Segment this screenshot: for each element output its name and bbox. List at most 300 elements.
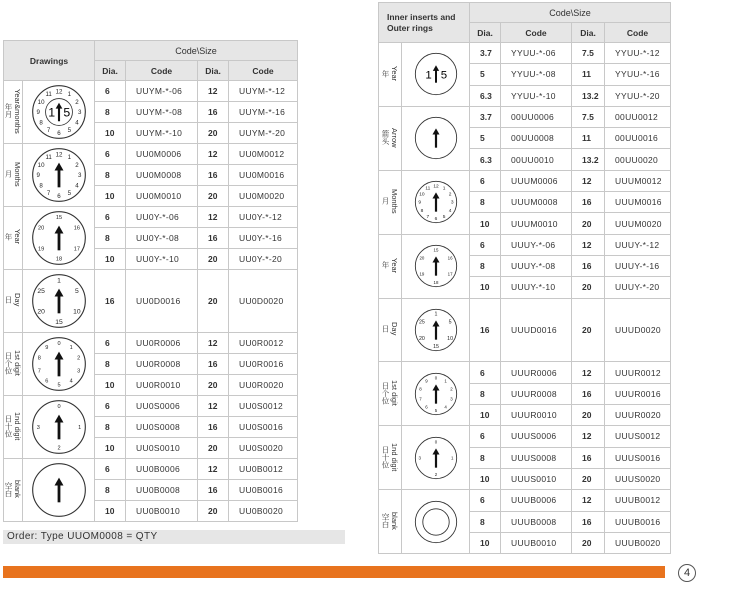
- code-cell: UUUM0008: [501, 192, 572, 213]
- dia-cell: 10: [470, 405, 501, 426]
- row-group-label: [379, 43, 402, 107]
- dia-cell: 16: [198, 228, 229, 249]
- svg-text:10: 10: [418, 192, 425, 198]
- table-row: [379, 170, 671, 191]
- code-cell: UUUR0016: [605, 383, 671, 404]
- svg-text:5: 5: [56, 382, 61, 389]
- group-label-text: 1nd digit 日十位: [4, 411, 22, 441]
- svg-text:5: 5: [434, 407, 437, 413]
- dia-cell: 6: [95, 396, 126, 417]
- svg-text:1: 1: [443, 378, 447, 384]
- code-cell: UU0Y-*-12: [229, 207, 298, 228]
- code-cell: UU0B0012: [229, 459, 298, 480]
- group-label-text: Year&months 年月: [4, 88, 22, 134]
- svg-text:5: 5: [440, 69, 447, 82]
- drawings-header: Drawings: [4, 41, 95, 81]
- table-row: [4, 270, 298, 333]
- svg-text:7: 7: [46, 190, 50, 198]
- dia-cell: 8: [95, 102, 126, 123]
- svg-text:0: 0: [56, 404, 61, 411]
- svg-text:4: 4: [443, 404, 447, 410]
- row-group-label: [379, 490, 402, 554]
- code-cell: UU0M0012: [229, 144, 298, 165]
- svg-text:5: 5: [442, 215, 445, 221]
- dia-cell: 6: [470, 490, 501, 511]
- dia-cell: 6: [95, 459, 126, 480]
- code-cell: UUUS0008: [501, 447, 572, 468]
- dia-cell: 13.2: [572, 85, 605, 106]
- dia-header: Dia.: [95, 61, 126, 81]
- dia-cell: 12: [198, 207, 229, 228]
- dial-drawing: [23, 144, 95, 207]
- table-row: [379, 298, 671, 362]
- dia-header: Dia.: [470, 23, 501, 43]
- code-cell: YYUU-*-12: [605, 43, 671, 64]
- code-cell: UU0Y-*-08: [126, 228, 198, 249]
- dia-cell: 8: [470, 447, 501, 468]
- code-cell: UUYM-*-08: [126, 102, 198, 123]
- table-row: [4, 333, 298, 354]
- code-header-2: Code: [229, 61, 298, 81]
- dia-header-2: Dia.: [572, 23, 605, 43]
- svg-text:3: 3: [77, 109, 81, 117]
- svg-text:3: 3: [76, 368, 80, 375]
- svg-text:2: 2: [74, 161, 79, 169]
- dia-cell: 6: [470, 170, 501, 191]
- dia-cell: 3.7: [470, 106, 501, 127]
- svg-text:2: 2: [434, 471, 437, 477]
- code-cell: UUUB0008: [501, 511, 572, 532]
- dial-drawing: [23, 207, 95, 270]
- dia-cell: 6: [470, 426, 501, 447]
- dia-cell: 20: [198, 270, 229, 333]
- dia-cell: 20: [198, 249, 229, 270]
- dia-cell: 8: [470, 383, 501, 404]
- code-cell: UUUY-*-20: [605, 277, 671, 298]
- svg-text:0: 0: [434, 375, 437, 381]
- page-number: 4: [678, 564, 696, 582]
- svg-text:11: 11: [44, 154, 52, 162]
- dia-cell: 12: [572, 234, 605, 255]
- table-row: [379, 426, 671, 447]
- dial-drawing: [402, 362, 470, 426]
- group-label-text: Months 月: [4, 161, 22, 187]
- footer-orange-bar: [3, 566, 665, 578]
- code-cell: UU0M0016: [229, 165, 298, 186]
- row-group-label: [4, 270, 23, 333]
- code-cell: UUUY-*-10: [501, 277, 572, 298]
- dia-cell: 12: [572, 426, 605, 447]
- svg-text:3: 3: [36, 424, 40, 431]
- svg-text:7: 7: [37, 368, 41, 375]
- dia-cell: 16: [198, 102, 229, 123]
- svg-text:1: 1: [450, 455, 454, 461]
- code-cell: UUYM-*-06: [126, 81, 198, 102]
- code-cell: 00UU0012: [605, 106, 671, 127]
- dia-cell: 10: [95, 186, 126, 207]
- code-cell: YYUU-*-10: [501, 85, 572, 106]
- svg-text:25: 25: [36, 287, 45, 295]
- code-cell: UU0M0006: [126, 144, 198, 165]
- row-group-label: [4, 144, 23, 207]
- code-cell: 00UU0010: [501, 149, 572, 170]
- code-cell: UUUS0006: [501, 426, 572, 447]
- group-label-text: 1st digit 日个位: [4, 350, 22, 376]
- svg-text:3: 3: [449, 396, 453, 402]
- dia-cell: 5: [470, 128, 501, 149]
- dia-cell: 16: [572, 447, 605, 468]
- dial-drawing: [402, 298, 470, 362]
- row-group-label: [379, 106, 402, 170]
- group-label-text: blank 空白: [381, 511, 399, 530]
- svg-text:16: 16: [73, 225, 80, 232]
- code-cell: UUYM-*-20: [229, 123, 298, 144]
- code-cell: UUUS0012: [605, 426, 671, 447]
- code-cell: UUUR0010: [501, 405, 572, 426]
- svg-text:20: 20: [418, 255, 424, 261]
- dia-cell: 12: [198, 333, 229, 354]
- group-label-text: blank 空白: [4, 480, 22, 498]
- code-header: Code: [126, 61, 198, 81]
- code-cell: UUUS0016: [605, 447, 671, 468]
- code-cell: 00UU0020: [605, 149, 671, 170]
- dia-cell: 10: [95, 375, 126, 396]
- dia-cell: 10: [95, 123, 126, 144]
- dia-cell: 16: [572, 255, 605, 276]
- code-cell: UU0S0016: [229, 417, 298, 438]
- dia-cell: 16: [572, 192, 605, 213]
- svg-text:1: 1: [67, 91, 71, 99]
- dial-drawing: [402, 43, 470, 107]
- code-cell: UUUB0020: [605, 532, 671, 553]
- svg-text:8: 8: [420, 209, 423, 215]
- dia-cell: 20: [198, 186, 229, 207]
- svg-text:7: 7: [426, 215, 429, 221]
- svg-text:7: 7: [418, 396, 422, 402]
- code-cell: UUUR0008: [501, 383, 572, 404]
- table-row: [379, 234, 671, 255]
- svg-text:1: 1: [56, 277, 61, 285]
- row-group-label: [379, 170, 402, 234]
- dia-cell: 11: [572, 64, 605, 85]
- svg-text:10: 10: [446, 335, 453, 342]
- svg-text:6: 6: [56, 192, 61, 200]
- group-label-text: Year 年: [381, 65, 399, 82]
- code-cell: UUUY-*-12: [605, 234, 671, 255]
- svg-text:2: 2: [76, 355, 80, 362]
- svg-text:20: 20: [36, 308, 45, 316]
- svg-text:3: 3: [417, 455, 421, 461]
- code-cell: UU0R0016: [229, 354, 298, 375]
- svg-text:1: 1: [424, 69, 432, 82]
- code-cell: UU0Y-*-16: [229, 228, 298, 249]
- svg-text:16: 16: [447, 255, 453, 261]
- code-cell: UU0M0020: [229, 186, 298, 207]
- dia-cell: 13.2: [572, 149, 605, 170]
- code-cell: UU0S0006: [126, 396, 198, 417]
- svg-text:9: 9: [424, 378, 428, 384]
- dia-cell: 12: [198, 396, 229, 417]
- code-cell: UUUY-*-06: [501, 234, 572, 255]
- code-cell: UUUR0012: [605, 362, 671, 383]
- code-cell: UUYM-*-12: [229, 81, 298, 102]
- code-cell: UUUM0016: [605, 192, 671, 213]
- table-row: [379, 43, 671, 64]
- svg-text:5: 5: [74, 287, 79, 295]
- code-cell: UUUR0006: [501, 362, 572, 383]
- dia-cell: 8: [470, 511, 501, 532]
- group-label-text: 1nd digit 日十位: [381, 442, 399, 471]
- svg-text:17: 17: [73, 246, 80, 253]
- left-table-body: [4, 81, 298, 522]
- svg-text:8: 8: [37, 355, 41, 362]
- code-cell: UU0S0008: [126, 417, 198, 438]
- dia-cell: 10: [470, 532, 501, 553]
- dia-cell: 10: [470, 277, 501, 298]
- dia-cell: 8: [95, 354, 126, 375]
- svg-text:1: 1: [47, 105, 55, 120]
- dia-cell: 6: [470, 234, 501, 255]
- svg-text:7: 7: [46, 127, 50, 135]
- dia-cell: 12: [572, 490, 605, 511]
- dia-cell: 12: [198, 81, 229, 102]
- right-table-body: [379, 43, 671, 554]
- inserts-rings-header: Inner inserts and Outer rings: [379, 3, 470, 43]
- dia-cell: 8: [95, 165, 126, 186]
- table-row: [4, 207, 298, 228]
- code-cell: 00UU0016: [605, 128, 671, 149]
- dia-cell: 8: [95, 417, 126, 438]
- svg-text:20: 20: [418, 335, 425, 342]
- code-cell: UU0B0008: [126, 480, 198, 501]
- code-cell: UU0R0020: [229, 375, 298, 396]
- dial-drawing: [23, 270, 95, 333]
- svg-text:6: 6: [434, 217, 437, 223]
- code-cell: UU0B0006: [126, 459, 198, 480]
- order-note: Order: Type UUOM0008 = QTY: [3, 530, 345, 544]
- row-group-label: [379, 298, 402, 362]
- svg-text:5: 5: [62, 105, 70, 120]
- dia-cell: 8: [470, 192, 501, 213]
- svg-text:18: 18: [433, 279, 438, 285]
- dia-cell: 16: [470, 298, 501, 362]
- svg-text:2: 2: [74, 98, 79, 106]
- code-cell: UUUM0020: [605, 213, 671, 234]
- dia-cell: 12: [572, 362, 605, 383]
- svg-text:8: 8: [38, 182, 43, 190]
- code-cell: UUUM0010: [501, 213, 572, 234]
- code-cell: UU0B0010: [126, 501, 198, 522]
- dia-cell: 12: [198, 459, 229, 480]
- code-size-header: Code\Size: [95, 41, 298, 61]
- dial-drawing: [402, 170, 470, 234]
- code-cell: UU0S0020: [229, 438, 298, 459]
- svg-text:18: 18: [55, 256, 62, 263]
- dia-cell: 6: [95, 333, 126, 354]
- code-cell: UU0D0020: [229, 270, 298, 333]
- code-cell: UUUB0006: [501, 490, 572, 511]
- dia-cell: 16: [198, 165, 229, 186]
- svg-text:6: 6: [424, 404, 428, 410]
- code-cell: UU0B0020: [229, 501, 298, 522]
- dia-cell: 8: [95, 480, 126, 501]
- svg-text:12: 12: [432, 184, 439, 190]
- dia-cell: 10: [95, 249, 126, 270]
- svg-text:8: 8: [418, 386, 422, 392]
- svg-text:19: 19: [37, 246, 44, 253]
- svg-text:10: 10: [37, 161, 45, 169]
- dia-cell: 6: [95, 207, 126, 228]
- group-label-text: Year 年: [381, 257, 399, 273]
- row-group-label: [4, 396, 23, 459]
- table-row: [379, 106, 671, 127]
- group-label-text: Day 日: [381, 322, 399, 336]
- svg-text:5: 5: [67, 127, 71, 135]
- code-cell: UUUD0016: [501, 298, 572, 362]
- dia-cell: 6.3: [470, 85, 501, 106]
- group-label-text: 1st digit 日个位: [381, 379, 399, 406]
- code-cell: YYUU-*-08: [501, 64, 572, 85]
- dial-drawing: [402, 234, 470, 298]
- svg-text:9: 9: [44, 345, 48, 352]
- code-cell: UUUB0012: [605, 490, 671, 511]
- svg-text:12: 12: [55, 88, 62, 96]
- svg-text:3: 3: [450, 200, 454, 206]
- dia-cell: 20: [198, 123, 229, 144]
- svg-text:1: 1: [77, 424, 81, 431]
- svg-text:2: 2: [56, 445, 61, 452]
- dia-cell: 8: [95, 228, 126, 249]
- dia-cell: 10: [95, 438, 126, 459]
- code-cell: UUUY-*-08: [501, 255, 572, 276]
- code-cell: UUUM0012: [605, 170, 671, 191]
- svg-text:15: 15: [54, 319, 63, 327]
- table-row: [4, 459, 298, 480]
- svg-text:9: 9: [417, 200, 421, 206]
- dia-cell: 10: [470, 468, 501, 489]
- dia-cell: 6: [95, 144, 126, 165]
- table-row: [379, 362, 671, 383]
- row-group-label: [4, 207, 23, 270]
- svg-text:15: 15: [432, 344, 439, 351]
- dial-drawing: [402, 106, 470, 170]
- code-cell: UUUB0010: [501, 532, 572, 553]
- dia-cell: 16: [95, 270, 126, 333]
- dia-cell: 16: [198, 480, 229, 501]
- code-cell: UU0S0012: [229, 396, 298, 417]
- left-code-table: [3, 40, 298, 522]
- dia-cell: 16: [572, 511, 605, 532]
- svg-text:20: 20: [37, 225, 44, 232]
- code-cell: UU0Y-*-10: [126, 249, 198, 270]
- svg-text:25: 25: [418, 319, 425, 326]
- table-row: [379, 490, 671, 511]
- code-cell: UUUY-*-16: [605, 255, 671, 276]
- dia-cell: 7.5: [572, 106, 605, 127]
- svg-text:4: 4: [74, 182, 79, 190]
- dial-drawing: [23, 459, 95, 522]
- dia-cell: 10: [470, 213, 501, 234]
- svg-text:4: 4: [448, 209, 451, 215]
- code-cell: UUYM-*-10: [126, 123, 198, 144]
- code-cell: UU0R0006: [126, 333, 198, 354]
- svg-text:1: 1: [67, 154, 71, 162]
- code-cell: YYUU-*-06: [501, 43, 572, 64]
- code-cell: UUUB0016: [605, 511, 671, 532]
- svg-text:4: 4: [69, 378, 73, 385]
- dia-cell: 20: [198, 501, 229, 522]
- code-cell: UUUR0020: [605, 405, 671, 426]
- code-cell: UUUD0020: [605, 298, 671, 362]
- dia-cell: 20: [572, 532, 605, 553]
- group-label-text: Day 日: [4, 293, 22, 307]
- code-cell: 00UU0008: [501, 128, 572, 149]
- svg-text:5: 5: [67, 190, 71, 198]
- svg-text:10: 10: [72, 308, 81, 316]
- code-cell: UU0Y-*-06: [126, 207, 198, 228]
- dia-cell: 16: [572, 383, 605, 404]
- group-label-text: Year 年: [4, 229, 22, 245]
- dial-drawing: [402, 490, 470, 554]
- code-cell: UU0M0008: [126, 165, 198, 186]
- code-cell: UU0S0010: [126, 438, 198, 459]
- dia-cell: 6.3: [470, 149, 501, 170]
- dial-drawing: [23, 81, 95, 144]
- dial-drawing: [402, 426, 470, 490]
- code-cell: UU0B0016: [229, 480, 298, 501]
- svg-text:1: 1: [69, 345, 73, 352]
- svg-text:9: 9: [36, 109, 40, 117]
- dia-cell: 8: [470, 255, 501, 276]
- group-label-text: Months 月: [381, 188, 399, 214]
- code-cell: UUUM0006: [501, 170, 572, 191]
- svg-text:17: 17: [447, 271, 453, 277]
- dia-cell: 20: [572, 213, 605, 234]
- dia-cell: 11: [572, 128, 605, 149]
- row-group-label: [4, 459, 23, 522]
- svg-text:9: 9: [36, 172, 40, 180]
- svg-text:10: 10: [37, 98, 45, 106]
- svg-text:12: 12: [55, 151, 62, 159]
- svg-text:11: 11: [44, 91, 52, 99]
- dia-cell: 7.5: [572, 43, 605, 64]
- svg-text:4: 4: [74, 119, 79, 127]
- dia-cell: 16: [198, 354, 229, 375]
- dia-cell: 5: [470, 64, 501, 85]
- row-group-label: [379, 234, 402, 298]
- code-cell: YYUU-*-20: [605, 85, 671, 106]
- svg-text:15: 15: [55, 215, 62, 222]
- svg-text:0: 0: [56, 341, 61, 348]
- svg-text:2: 2: [448, 192, 451, 198]
- row-group-label: [379, 362, 402, 426]
- code-cell: UU0R0010: [126, 375, 198, 396]
- dia-cell: 20: [572, 468, 605, 489]
- svg-text:15: 15: [433, 247, 438, 253]
- dia-cell: 20: [572, 405, 605, 426]
- code-cell: UU0R0012: [229, 333, 298, 354]
- svg-text:5: 5: [448, 319, 452, 326]
- code-cell: YYUU-*-16: [605, 64, 671, 85]
- row-group-label: [4, 333, 23, 396]
- svg-text:19: 19: [418, 271, 424, 277]
- dia-cell: 20: [572, 277, 605, 298]
- svg-text:8: 8: [38, 119, 43, 127]
- row-group-label: [4, 81, 23, 144]
- dia-cell: 6: [95, 81, 126, 102]
- dia-cell: 6: [470, 362, 501, 383]
- svg-text:1: 1: [434, 311, 437, 318]
